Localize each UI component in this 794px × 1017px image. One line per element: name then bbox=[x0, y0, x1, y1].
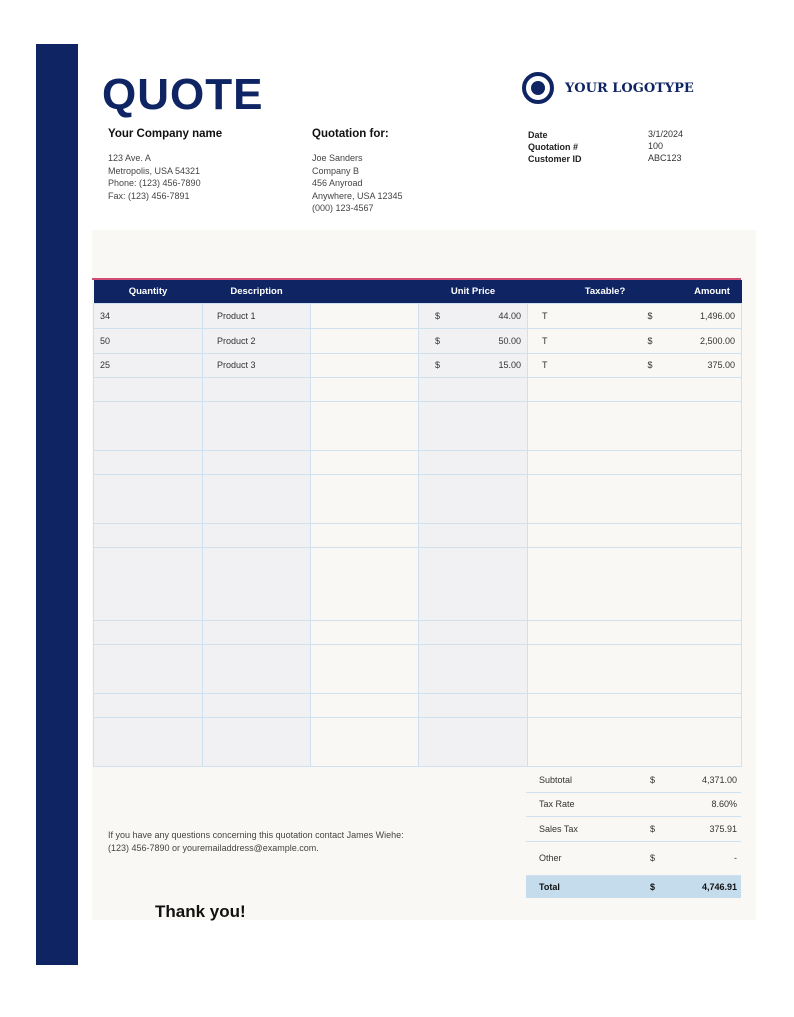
table-row bbox=[94, 353, 742, 377]
col-header-description: Description bbox=[203, 280, 311, 303]
cell-description: Product 1 bbox=[203, 303, 311, 328]
cell-taxable: T bbox=[528, 353, 642, 377]
logo-text: YOUR LOGOTYPE bbox=[565, 80, 694, 96]
cell-amount: 2,500.00 bbox=[683, 328, 742, 353]
col-header-amount: Amount bbox=[683, 280, 742, 303]
cell-unit-price: 44.00 bbox=[460, 303, 528, 328]
table-row bbox=[94, 328, 742, 353]
client-line: Anywhere, USA 12345 bbox=[312, 190, 403, 201]
table-row bbox=[94, 303, 742, 328]
cell-taxable: T bbox=[528, 303, 642, 328]
sales-tax-row bbox=[526, 816, 741, 841]
cell-description: Product 3 bbox=[203, 353, 311, 377]
col-header-blank bbox=[311, 280, 419, 303]
total-row bbox=[526, 875, 741, 898]
logo bbox=[522, 72, 694, 104]
empty-row bbox=[94, 450, 742, 474]
other-row bbox=[526, 841, 741, 875]
cell-currency: $ bbox=[642, 328, 683, 353]
total-currency: $ bbox=[646, 875, 686, 898]
total-value: 4,746.91 bbox=[686, 875, 741, 898]
cell-currency: $ bbox=[419, 353, 460, 377]
sales-tax-currency: $ bbox=[646, 816, 686, 841]
table-header-row bbox=[94, 280, 742, 303]
tax-rate-row bbox=[526, 792, 741, 816]
subtotal-value: 4,371.00 bbox=[686, 768, 741, 792]
empty-row bbox=[94, 547, 742, 620]
meta-date-value: 3/1/2024 bbox=[648, 129, 684, 139]
cell-amount: 1,496.00 bbox=[683, 303, 742, 328]
company-line: 123 Ave. A bbox=[108, 153, 151, 163]
company-line: Phone: (123) 456-7890 bbox=[108, 178, 201, 188]
tax-rate-value: 8.60% bbox=[686, 792, 741, 816]
cell-quantity: 25 bbox=[94, 353, 203, 377]
empty-row bbox=[94, 620, 742, 644]
contact-note bbox=[108, 829, 404, 854]
company-address bbox=[108, 152, 201, 202]
logo-circle-icon bbox=[522, 72, 554, 104]
other-value: - bbox=[686, 841, 741, 875]
empty-row bbox=[94, 377, 742, 401]
meta-customer-id-value: ABC123 bbox=[648, 153, 682, 163]
subtotal-label: Subtotal bbox=[526, 768, 646, 792]
sales-tax-value: 375.91 bbox=[686, 816, 741, 841]
client-line: (000) 123-4567 bbox=[312, 203, 374, 213]
tax-rate-label: Tax Rate bbox=[526, 792, 646, 816]
client-line: Joe Sanders bbox=[312, 153, 363, 163]
empty-row bbox=[94, 474, 742, 523]
cell-blank bbox=[311, 353, 419, 377]
cell-currency: $ bbox=[419, 303, 460, 328]
col-header-quantity: Quantity bbox=[94, 280, 203, 303]
sales-tax-label: Sales Tax bbox=[526, 816, 646, 841]
cell-currency: $ bbox=[419, 328, 460, 353]
cell-amount: 375.00 bbox=[683, 353, 742, 377]
side-accent-bar bbox=[36, 44, 78, 965]
col-header-taxable: Taxable? bbox=[528, 280, 683, 303]
client-heading: Quotation for: bbox=[312, 128, 389, 140]
thank-you-message: Thank you! bbox=[155, 902, 246, 921]
tax-rate-currency bbox=[646, 792, 686, 816]
cell-description: Product 2 bbox=[203, 328, 311, 353]
meta-customer-id-label: Customer ID bbox=[528, 154, 582, 164]
other-label: Other bbox=[526, 841, 646, 875]
other-currency: $ bbox=[646, 841, 686, 875]
col-header-unit-price: Unit Price bbox=[419, 280, 528, 303]
company-line: Metropolis, USA 54321 bbox=[108, 165, 201, 176]
cell-unit-price: 50.00 bbox=[460, 328, 528, 353]
subtotal-currency: $ bbox=[646, 768, 686, 792]
empty-row bbox=[94, 717, 742, 766]
line-items-table bbox=[93, 280, 742, 767]
cell-blank bbox=[311, 328, 419, 353]
cell-quantity: 34 bbox=[94, 303, 203, 328]
document-title: QUOTE bbox=[102, 70, 264, 119]
cell-blank bbox=[311, 303, 419, 328]
subtotal-row bbox=[526, 768, 741, 792]
meta-quote-number-label: Quotation # bbox=[528, 142, 578, 152]
cell-currency: $ bbox=[642, 303, 683, 328]
company-line: Fax: (123) 456-7891 bbox=[108, 190, 190, 201]
cell-currency: $ bbox=[642, 353, 683, 377]
empty-row bbox=[94, 693, 742, 717]
cell-unit-price: 15.00 bbox=[460, 353, 528, 377]
empty-row bbox=[94, 523, 742, 547]
total-label: Total bbox=[526, 875, 646, 898]
cell-taxable: T bbox=[528, 328, 642, 353]
client-line: Company B bbox=[312, 165, 360, 176]
contact-note-line: (123) 456-7890 or youremailaddress@example.com. bbox=[108, 842, 319, 853]
totals-table bbox=[526, 768, 741, 898]
meta-date-label: Date bbox=[528, 130, 548, 140]
client-line: 456 Anyroad bbox=[312, 178, 363, 188]
empty-row bbox=[94, 644, 742, 693]
meta-quote-number-value: 100 bbox=[648, 141, 664, 151]
meta-labels bbox=[528, 129, 582, 165]
contact-note-line: If you have any questions concerning this quotation contact James Wiehe: bbox=[108, 830, 404, 840]
company-name: Your Company name bbox=[108, 128, 223, 140]
cell-quantity: 50 bbox=[94, 328, 203, 353]
empty-row bbox=[94, 401, 742, 450]
client-address bbox=[312, 152, 403, 215]
meta-values bbox=[648, 128, 683, 164]
